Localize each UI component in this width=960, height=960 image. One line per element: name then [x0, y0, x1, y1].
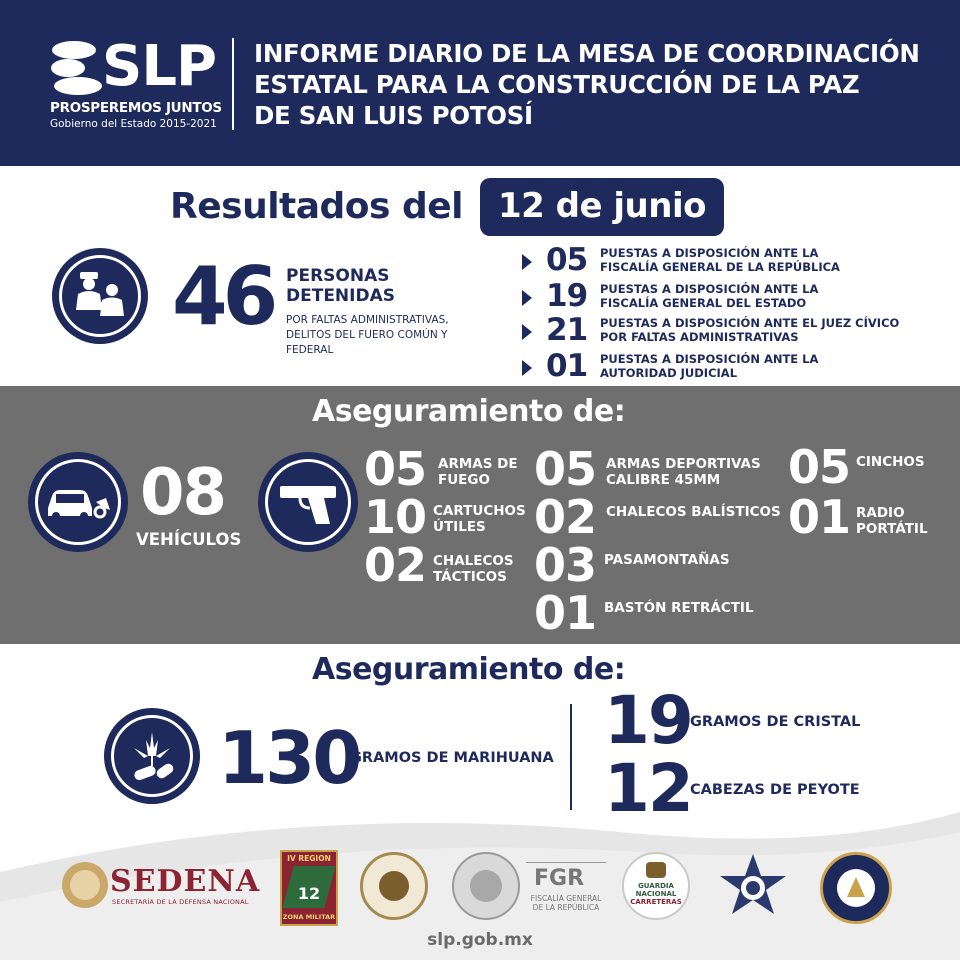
- item-count: 02: [534, 490, 597, 544]
- item-label: [606, 504, 781, 520]
- report-title-line: DE SAN LUIS POTOSÍ: [254, 101, 533, 130]
- item-label-line: FUEGO: [438, 472, 490, 488]
- date-text: 12 de junio: [498, 186, 706, 226]
- fgr-logo-text: FGR: [534, 866, 585, 891]
- disposition-text-line: FISCALÍA GENERAL DE LA REPÚBLICA: [600, 260, 840, 274]
- logo-text: SLP: [102, 34, 217, 99]
- zona-militar-badge: [280, 850, 338, 926]
- guardia-carreteras-line: CARRETERAS: [630, 898, 682, 906]
- drug-seizure-title: Aseguramiento de:: [312, 652, 626, 687]
- guardia-carreteras-line: NACIONAL: [635, 890, 677, 898]
- item-count: 05: [788, 440, 851, 494]
- item-label: [604, 600, 754, 616]
- results-heading: Resultados del: [170, 186, 464, 227]
- peyote-count: 12: [604, 750, 692, 827]
- item-count: 10: [364, 490, 427, 544]
- arrow-right-icon: [522, 324, 532, 340]
- item-label-line: PORTÁTIL: [856, 521, 928, 537]
- disposition-row: [522, 314, 922, 350]
- disposition-text: [600, 316, 930, 344]
- guardia-nacional-seal-icon: [360, 852, 428, 920]
- marijuana-count: 130: [218, 716, 360, 800]
- disposition-row: [522, 244, 922, 280]
- detainees-title-line: PERSONAS: [286, 266, 390, 286]
- item-count: 01: [534, 586, 597, 640]
- vehicles-label: VEHÍCULOS: [136, 530, 242, 549]
- logo-tagline: PROSPEREMOS JUNTOS: [50, 100, 222, 116]
- disposition-count: 05: [546, 242, 588, 278]
- disposition-count: 21: [546, 312, 588, 348]
- report-title-line: INFORME DIARIO DE LA MESA DE COORDINACIÓN: [254, 39, 920, 68]
- pistol-icon: [258, 452, 358, 552]
- item-label: [856, 454, 925, 470]
- disposition-row: [522, 280, 922, 316]
- zona-militar-bottom-text: ZONA MILITAR: [282, 913, 336, 921]
- zona-militar-number: 12: [297, 884, 321, 903]
- item-count: 05: [364, 442, 427, 496]
- item-label-line: ÚTILES: [433, 519, 486, 535]
- marijuana-label: GRAMOS DE MARIHUANA: [350, 750, 554, 766]
- item-count: 05: [534, 442, 597, 496]
- disposition-text-line: AUTORIDAD JUDICIAL: [600, 366, 738, 380]
- cannabis-pills-icon: [104, 708, 200, 804]
- item-label: [856, 505, 928, 537]
- item-label-line: TÁCTICOS: [433, 569, 507, 585]
- car-motorcycle-icon: [28, 452, 128, 552]
- detainees-description-line: DELITOS DEL FUERO COMÚN Y: [286, 329, 448, 341]
- mexico-national-seal-icon: [452, 852, 520, 920]
- item-count: 03: [534, 538, 597, 592]
- report-title-line: ESTATAL PARA LA CONSTRUCCIÓN DE LA PAZ: [254, 70, 860, 99]
- vehicles-count: 08: [140, 456, 226, 530]
- item-label-line: CHALECOS: [433, 553, 514, 569]
- detainees-description: [286, 313, 496, 358]
- fiscalia-estado-seal-icon: [820, 852, 892, 924]
- crystal-label: GRAMOS DE CRISTAL: [690, 714, 861, 730]
- report-title: [254, 38, 934, 131]
- disposition-row: [522, 350, 922, 386]
- item-label-line: BASTÓN RETRÁCTIL: [604, 600, 754, 616]
- disposition-count: 01: [546, 348, 588, 384]
- sedena-logo-text: SEDENA: [110, 864, 261, 899]
- detainees-description-line: FEDERAL: [286, 344, 334, 356]
- disposition-text-line: POR FALTAS ADMINISTRATIVAS: [600, 330, 799, 344]
- arrow-right-icon: [522, 360, 532, 376]
- disposition-text: [600, 246, 930, 274]
- logo-subtitle: Gobierno del Estado 2015-2021: [50, 118, 217, 130]
- fgr-subtitle-line: FISCALÍA GENERAL: [530, 894, 602, 903]
- item-label: [433, 503, 526, 535]
- disposition-text: [600, 352, 930, 380]
- detainees-title: [286, 266, 486, 306]
- disposition-text: [600, 282, 930, 310]
- item-label-line: CINCHOS: [856, 454, 925, 470]
- disposition-text-line: PUESTAS A DISPOSICIÓN ANTE LA: [600, 352, 819, 366]
- item-label-line: ARMAS DEPORTIVAS: [606, 456, 761, 472]
- item-label-line: CALIBRE 45MM: [606, 472, 721, 488]
- item-label: [438, 456, 518, 488]
- item-label: [604, 552, 730, 568]
- arrow-right-icon: [522, 254, 532, 270]
- arrest-icon: [52, 248, 148, 344]
- guardia-nacional-carreteras-seal-icon: [622, 852, 690, 920]
- header-divider: [232, 38, 234, 130]
- detainees-description-line: POR FALTAS ADMINISTRATIVAS,: [286, 314, 449, 326]
- item-label-line: CARTUCHOS: [433, 503, 526, 519]
- drug-divider: [570, 704, 572, 810]
- state-police-badge-icon: [716, 852, 790, 926]
- guardia-carreteras-line: GUARDIA: [638, 882, 674, 890]
- website-url[interactable]: slp.gob.mx: [427, 930, 533, 950]
- disposition-count: 19: [546, 278, 588, 314]
- sedena-subtitle: SECRETARÍA DE LA DEFENSA NACIONAL: [112, 898, 249, 906]
- disposition-text-line: FISCALÍA GENERAL DEL ESTADO: [600, 296, 807, 310]
- item-label: [433, 553, 514, 585]
- item-count: 02: [364, 538, 427, 592]
- item-label-line: RADIO: [856, 505, 905, 521]
- guardia-carreteras-text: [624, 882, 688, 906]
- detainees-count: 46: [172, 250, 274, 343]
- item-count: 01: [788, 490, 851, 544]
- item-label-line: PASAMONTAÑAS: [604, 552, 730, 568]
- equipment-seizure-title: Aseguramiento de:: [312, 394, 626, 429]
- disposition-text-line: PUESTAS A DISPOSICIÓN ANTE LA: [600, 246, 819, 260]
- fgr-subtitle-line: DE LA REPÚBLICA: [532, 903, 600, 912]
- disposition-text-line: PUESTAS A DISPOSICIÓN ANTE EL JUEZ CÍVICO: [600, 316, 900, 330]
- item-label: [606, 456, 761, 488]
- item-label-line: CHALECOS BALÍSTICOS: [606, 504, 781, 520]
- detainees-title-line: DETENIDAS: [286, 286, 395, 306]
- item-label-line: ARMAS DE: [438, 456, 518, 472]
- crystal-count: 19: [604, 682, 692, 759]
- disposition-text-line: PUESTAS A DISPOSICIÓN ANTE LA: [600, 282, 819, 296]
- zona-militar-top-text: IV REGION: [287, 854, 331, 863]
- fgr-rule: [526, 862, 606, 863]
- arrow-right-icon: [522, 290, 532, 306]
- fgr-subtitle: [526, 894, 606, 912]
- peyote-label: CABEZAS DE PEYOTE: [690, 782, 860, 798]
- mexico-eagle-seal-icon: [62, 862, 108, 908]
